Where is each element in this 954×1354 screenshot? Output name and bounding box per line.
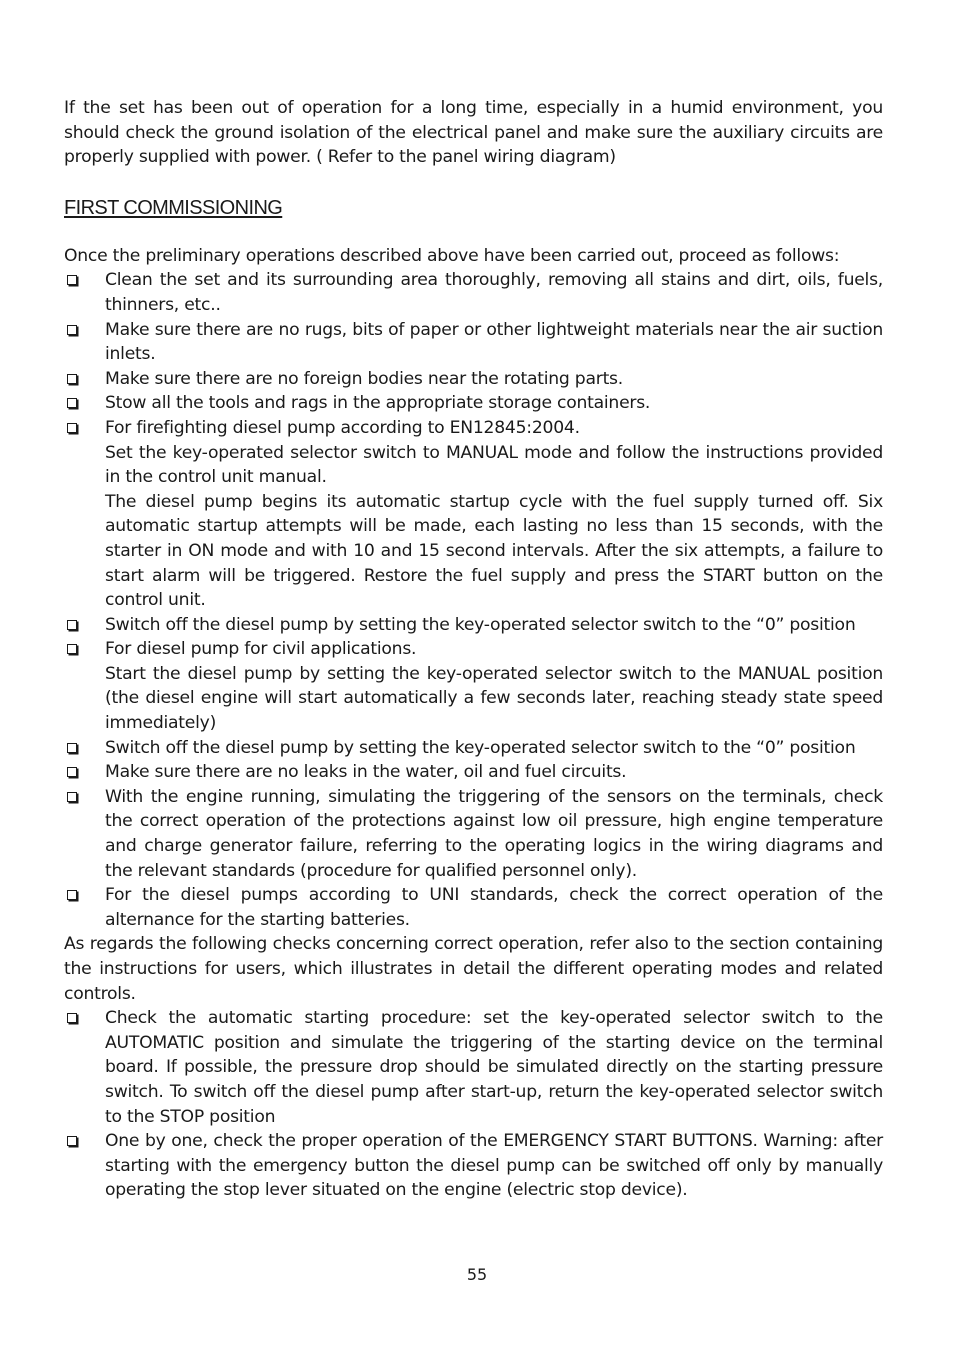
- list-item: One by one, check the proper operation of the EMERGENCY START BUTTONS. Warning: after starting with the emergency button the diesel pump can be switched off only by manually operating the stop lever situated on the engine (electric stop device).: [64, 1129, 883, 1203]
- checkbox-bullet-icon: [67, 767, 77, 777]
- list-item: Switch off the diesel pump by setting the key-operated selector switch to the “0” position: [64, 613, 883, 638]
- list-item: Make sure there are no rugs, bits of paper or other lightweight materials near the air suction inlets.: [64, 318, 883, 367]
- list-item: Check the automatic starting procedure: set the key-operated selector switch to the AUTOMATIC position and simulate the triggering of the starting device on the terminal board. If possible, the pressure drop should be simulated directly on the starting pressure switch. To switch off the diesel pump after start-up, return the key-operated selector switch to the STOP position: [64, 1006, 883, 1129]
- checkbox-bullet-icon: [67, 1136, 77, 1146]
- checklist: [64, 736, 883, 933]
- section-heading: FIRST COMMISSIONING: [64, 196, 283, 219]
- list-item: For the diesel pumps according to UNI standards, check the correct operation of the alternance for the starting batteries.: [64, 883, 883, 932]
- checklist: [64, 268, 883, 440]
- firefighting-instruction: Set the key-operated selector switch to MANUAL mode and follow the instructions provided in the control unit manual.: [105, 442, 883, 488]
- checklist: [64, 613, 883, 662]
- list-item: Make sure there are no leaks in the water, oil and fuel circuits.: [64, 760, 883, 785]
- checkbox-bullet-icon: [67, 374, 77, 384]
- list-item: Switch off the diesel pump by setting the key-operated selector switch to the “0” position: [64, 736, 883, 761]
- checkbox-bullet-icon: [67, 275, 77, 285]
- checkbox-bullet-icon: [67, 890, 77, 900]
- list-item: Make sure there are no foreign bodies near the rotating parts.: [64, 367, 883, 392]
- firefighting-startup-cycle: The diesel pump begins its automatic startup cycle with the fuel supply turned off. Six automatic startup attempts will be made, each lasting no less than 15 seconds, with the starter in ON mode and with 10 and 15 second intervals. After the six attempts, a failure to start alarm will be triggered. Restore the fuel supply and press the START button on the control unit.: [105, 491, 883, 611]
- checkbox-bullet-icon: [67, 325, 77, 335]
- civil-application-instruction: Start the diesel pump by setting the key-operated selector switch to the MANUAL position (the diesel engine will start automatically a few seconds later, reaching steady state speed immediately): [105, 663, 883, 734]
- lead-in-text: Once the preliminary operations described above have been carried out, proceed as follows:: [64, 245, 840, 266]
- list-item: Stow all the tools and rags in the appropriate storage containers.: [64, 391, 883, 416]
- list-item: For diesel pump for civil applications.: [64, 637, 883, 662]
- list-item: For firefighting diesel pump according to EN12845:2004.: [64, 416, 883, 441]
- intro-paragraph: If the set has been out of operation for a long time, especially in a humid environment, you should check the ground isolation of the electrical panel and make sure the auxiliary circuits are properly supplied with power. ( Refer to the panel wiring diagram): [64, 98, 883, 168]
- checkbox-bullet-icon: [67, 423, 77, 433]
- list-item: With the engine running, simulating the triggering of the sensors on the terminals, check the correct operation of the protections against low oil pressure, high engine temperature and charge generator failure, referring to the operating logics in the wiring diagrams and the relevant standards (procedure for qualified personnel only).: [64, 785, 883, 883]
- checks-paragraph: As regards the following checks concerning correct operation, refer also to the section containing the instructions for users, which illustrates in detail the different operating modes and related controls.: [64, 934, 883, 1004]
- checklist: [64, 1006, 883, 1203]
- checkbox-bullet-icon: [67, 398, 77, 408]
- checkbox-bullet-icon: [67, 644, 77, 654]
- checkbox-bullet-icon: [67, 743, 77, 753]
- checkbox-bullet-icon: [67, 1013, 77, 1023]
- page-number: 55: [466, 1265, 488, 1284]
- document-page: [64, 96, 883, 1203]
- list-item: Clean the set and its surrounding area thoroughly, removing all stains and dirt, oils, fuels, thinners, etc..: [64, 268, 883, 317]
- checkbox-bullet-icon: [67, 792, 77, 802]
- checkbox-bullet-icon: [67, 620, 77, 630]
